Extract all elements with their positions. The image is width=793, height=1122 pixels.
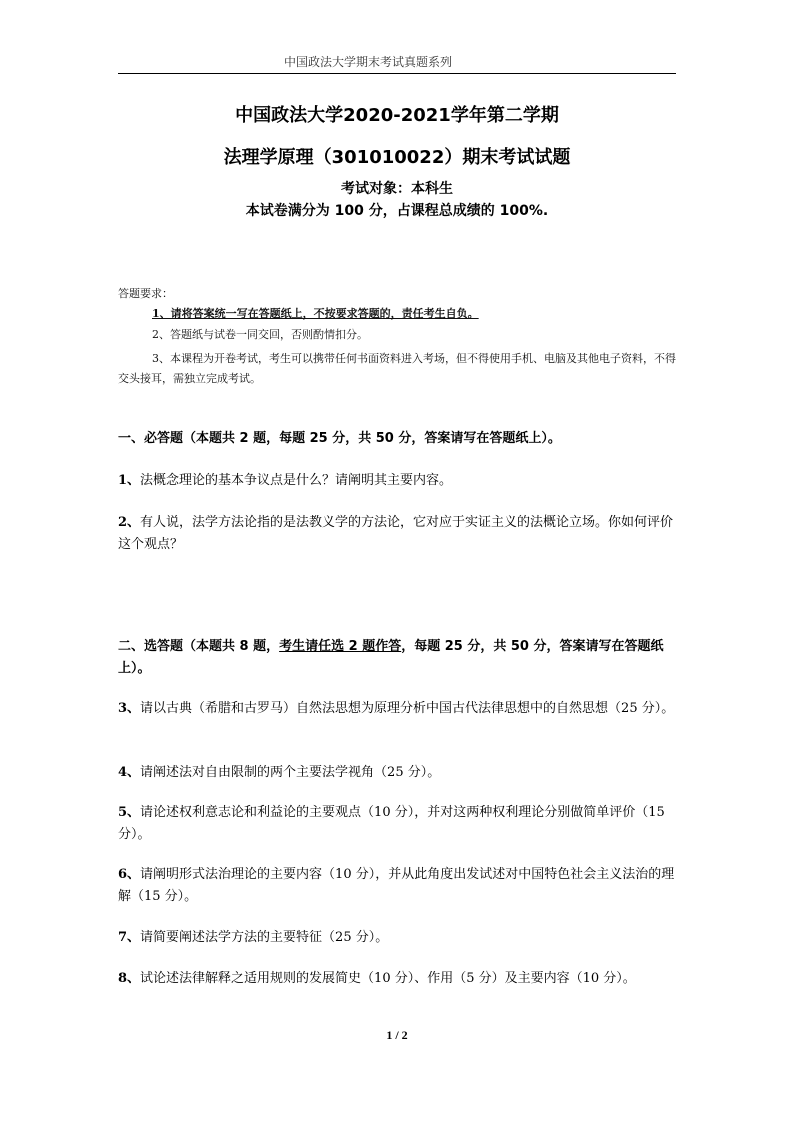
question-4 [118,762,676,784]
question-text: 请以古典（希腊和古罗马）自然法思想为原理分析中国古代法律思想中的自然思想（25 分）。 [140,701,675,716]
question-5 [118,802,676,846]
question-text: 请论述权利意志论和利益论的主要观点（10 分），并对这两种权利理论分别做简单评价（15 分）。 [118,805,665,842]
section-1-title: 一、必答题（本题共 2 题，每题 25 分，共 50 分，答案请写在答题纸上）。 [118,431,561,446]
page-number: 1 / 2 [386,1028,408,1042]
page-header [118,55,676,74]
section-2-title-start: 二、选答题（本题共 8 题， [118,639,280,654]
exam-score-note: 本试卷满分为 100 分，占课程总成绩的 100%. [245,203,549,219]
question-text: 请阐明形式法治理论的主要内容（10 分），并从此角度出发试述对中国特色社会主义法治的理解（15 分）。 [118,867,675,904]
question-text: 请简要阐述法学方法的主要特征（25 分）。 [140,930,389,945]
question-6 [118,864,676,908]
requirement-item-1: 1、请将答案统一写在答题纸上，不按要求答题的，责任考生自负。 [152,307,479,320]
question-number: 7、 [118,930,141,945]
exam-title-course: 法理学原理（301010022）期末考试试题 [223,147,571,168]
section-2-title-underlined: 考生请任选 2 题作答 [279,639,402,654]
question-3 [118,698,676,720]
question-number: 3、 [118,701,141,716]
question-text: 试论述法律解释之适用规则的发展简史（10 分）、作用（5 分）及主要内容（10 分）。 [140,971,636,986]
question-1 [118,470,676,492]
question-number: 2、 [118,515,141,530]
running-title: 中国政法大学期末考试真题系列 [284,55,453,69]
question-number: 5、 [118,805,141,820]
question-number: 8、 [118,971,141,986]
question-number: 1、 [118,473,141,488]
question-number: 4、 [118,765,141,780]
requirements-heading: 答题要求： [118,287,173,300]
question-text: 法概念理论的基本争议点是什么？请阐明其主要内容。 [140,473,453,488]
requirement-item-2: 2、答题纸与试卷一同交回，否则酌情扣分。 [152,328,368,341]
exam-title-university-term: 中国政法大学2020-2021学年第二学期 [235,105,559,126]
exam-target-audience: 考试对象：本科生 [341,181,453,197]
question-8 [118,968,676,990]
section-2-title [118,636,676,680]
section-2-title-end: ，每题 25 分，共 50 分，答案请写在答题纸上）。 [118,639,664,676]
question-text: 请阐述法对自由限制的两个主要法学视角（25 分）。 [140,765,441,780]
question-2 [118,512,676,556]
question-text: 有人说，法学方法论指的是法教义学的方法论，它对应于实证主义的法概论立场。你如何评价这个观点？ [118,515,674,552]
question-number: 6、 [118,867,141,882]
requirement-item-3: 3、本课程为开卷考试，考生可以携带任何书面资料进入考场，但不得使用手机、电脑及其他电子资料，不得交头接耳，需独立完成考试。 [118,352,676,385]
question-7 [118,927,676,949]
